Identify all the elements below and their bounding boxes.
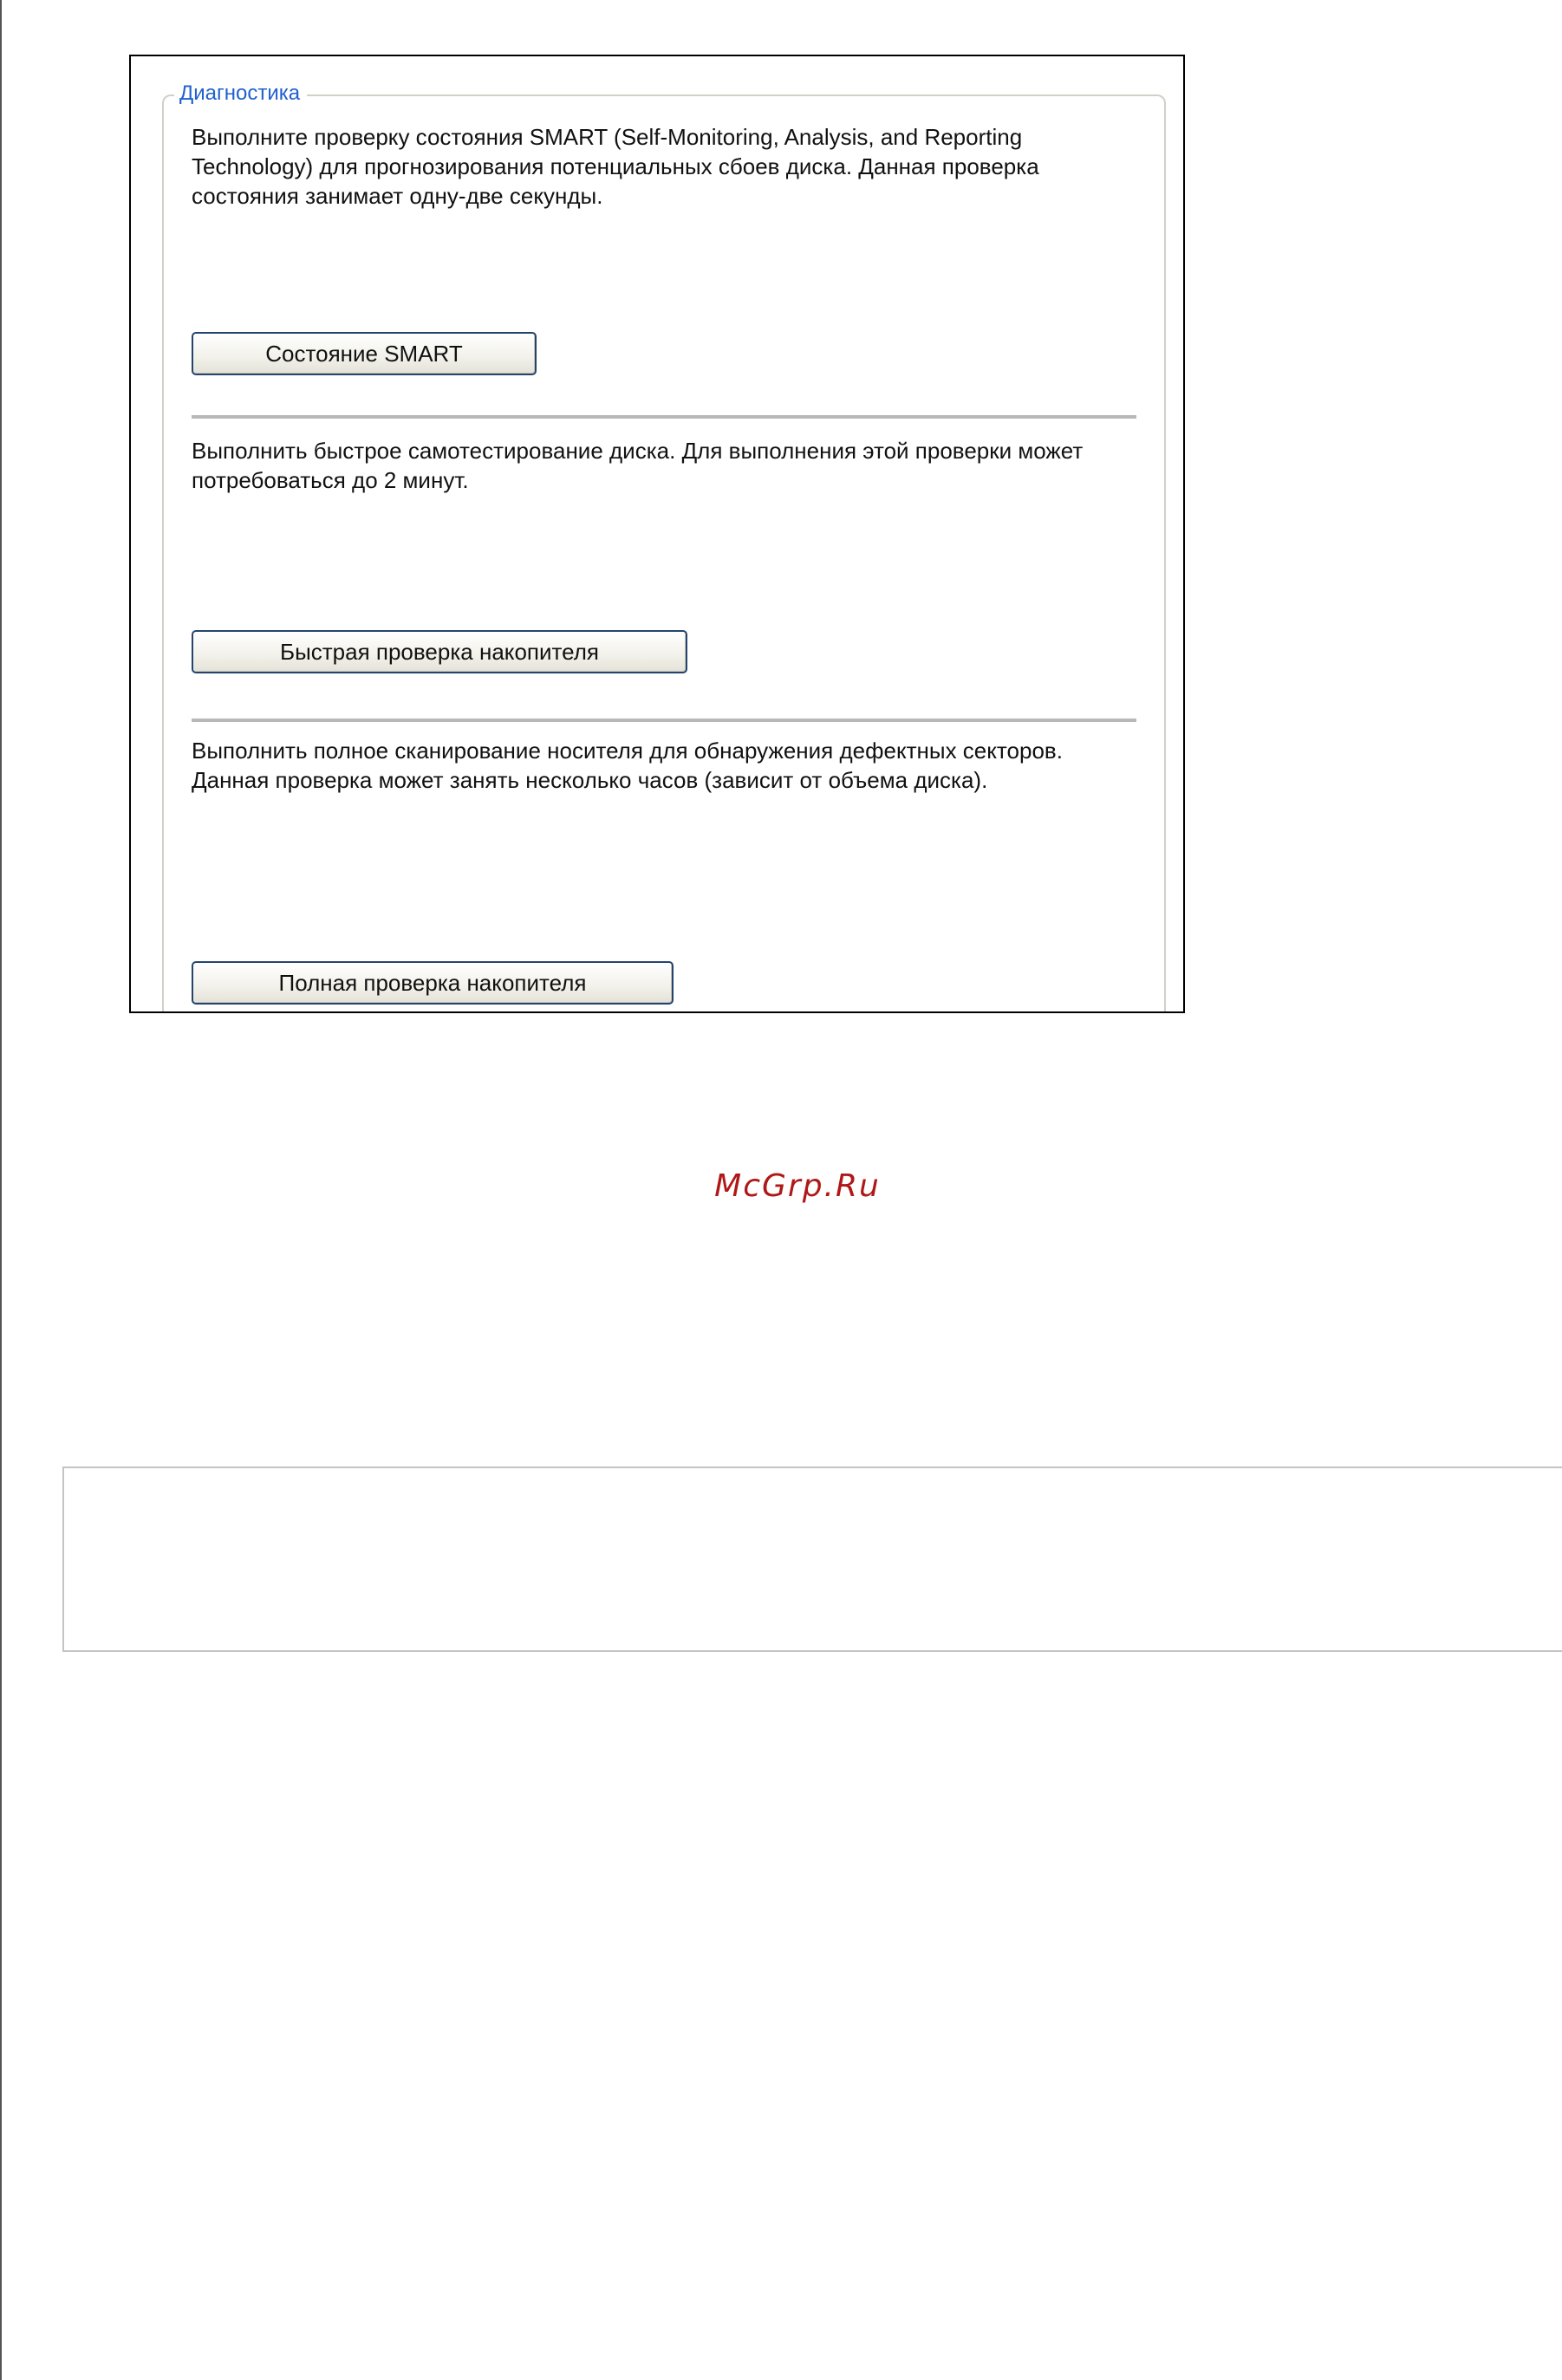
- quick-test-description: Выполнить быстрое самотестирование диска. Для выполнения этой проверки может потребоваться до 2 минут.: [192, 438, 1084, 493]
- diagnostics-fieldset: [162, 81, 1166, 1013]
- full-scan-button[interactable]: Полная проверка накопителя: [192, 961, 674, 1005]
- section-divider: [192, 719, 1136, 722]
- section-divider: [192, 415, 1136, 419]
- diagnostics-legend: Диагностика: [174, 79, 307, 108]
- empty-note-box: [62, 1466, 1562, 1652]
- page-left-border: [0, 0, 2, 2380]
- watermark-text: McGrp.Ru: [714, 1168, 881, 1204]
- smart-description: Выполните проверку состояния SMART (Self-Monitoring, Analysis, and Reporting Technology) для прогнозирования потенциальных сбоев диска. Данная проверка состояния занимает одну-две секунды.: [192, 124, 1039, 209]
- smart-status-button[interactable]: Состояние SMART: [192, 332, 537, 375]
- screenshot-frame: [129, 55, 1185, 1013]
- quick-test-button[interactable]: Быстрая проверка накопителя: [192, 630, 687, 673]
- full-scan-description: Выполнить полное сканирование носителя для обнаружения дефектных секторов. Данная проверка может занять несколько часов (зависит от объема диска).: [192, 738, 1063, 793]
